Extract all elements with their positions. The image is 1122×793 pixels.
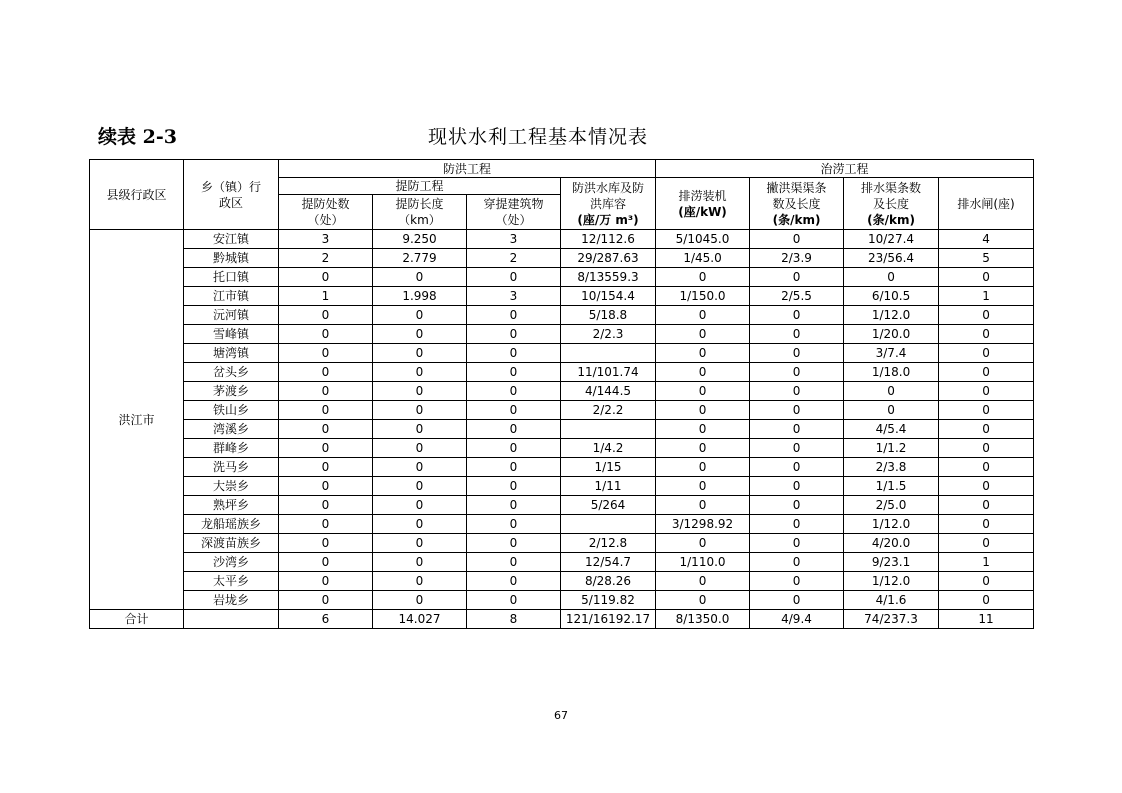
reservoir-cell: [561, 515, 656, 534]
dike-length-cell: 0: [373, 534, 467, 553]
dike-length-cell: 2.779: [373, 249, 467, 268]
table-title: 现状水利工程基本情况表: [428, 126, 649, 148]
drain-channel-cell: 3/7.4: [844, 344, 939, 363]
dike-count-cell: 0: [279, 344, 373, 363]
table-body: [90, 230, 1034, 629]
dike-length-cell: 0: [373, 306, 467, 325]
dike-count-cell: 0: [279, 458, 373, 477]
table-row: [90, 230, 1034, 249]
pump-cell: 5/1045.0: [656, 230, 750, 249]
crossing-cell: 0: [467, 268, 561, 287]
dike-count-cell: 0: [279, 306, 373, 325]
header-drain-channel-label: 排水渠条数及长度: [861, 180, 922, 211]
dike-length-cell: 0: [373, 515, 467, 534]
header-pump-unit: (座/kW): [678, 204, 727, 219]
pump-cell: 0: [656, 268, 750, 287]
dike-count-cell: 0: [279, 382, 373, 401]
dike-length-cell: 0: [373, 458, 467, 477]
sluice-cell: 0: [939, 382, 1034, 401]
pump-cell: 0: [656, 534, 750, 553]
header-reservoir: [561, 178, 656, 230]
total-dike-count-cell: 6: [279, 610, 373, 629]
table-number: 续表 2-3: [98, 126, 177, 148]
town-cell: 沅河镇: [184, 306, 279, 325]
pump-cell: 0: [656, 439, 750, 458]
town-cell: 雪峰镇: [184, 325, 279, 344]
crossing-cell: 0: [467, 477, 561, 496]
dike-count-cell: 0: [279, 420, 373, 439]
sluice-cell: 0: [939, 458, 1034, 477]
dike-count-cell: 0: [279, 515, 373, 534]
pump-cell: 0: [656, 591, 750, 610]
reservoir-cell: 1/11: [561, 477, 656, 496]
town-cell: 深渡苗族乡: [184, 534, 279, 553]
dike-length-cell: 0: [373, 344, 467, 363]
drain-channel-cell: 1/12.0: [844, 572, 939, 591]
header-drain-channel-unit: (条/km): [867, 212, 915, 227]
dike-count-cell: 0: [279, 477, 373, 496]
crossing-cell: 0: [467, 401, 561, 420]
flood-channel-cell: 0: [750, 306, 844, 325]
dike-length-cell: 0: [373, 591, 467, 610]
header-county: 县级行政区: [90, 160, 184, 230]
drain-channel-cell: 0: [844, 382, 939, 401]
total-crossing-cell: 8: [467, 610, 561, 629]
dike-length-cell: 0: [373, 401, 467, 420]
crossing-cell: 0: [467, 306, 561, 325]
dike-length-cell: 9.250: [373, 230, 467, 249]
flood-channel-cell: 0: [750, 477, 844, 496]
header-town: 乡（镇）行政区: [184, 160, 279, 230]
drain-channel-cell: 0: [844, 268, 939, 287]
header-reservoir-label: 防洪水库及防洪库容: [572, 180, 645, 211]
town-cell: 岔头乡: [184, 363, 279, 382]
pump-cell: 1/110.0: [656, 553, 750, 572]
town-cell: 沙湾乡: [184, 553, 279, 572]
flood-channel-cell: 0: [750, 363, 844, 382]
dike-length-cell: 0: [373, 439, 467, 458]
crossing-cell: 0: [467, 382, 561, 401]
drain-channel-cell: 0: [844, 401, 939, 420]
sluice-cell: 0: [939, 420, 1034, 439]
town-cell: 龙船瑶族乡: [184, 515, 279, 534]
table-row: [90, 477, 1034, 496]
pump-cell: 0: [656, 306, 750, 325]
crossing-cell: 3: [467, 230, 561, 249]
table-row: [90, 496, 1034, 515]
header-dike-count: 提防处数（处）: [279, 195, 373, 230]
dike-length-cell: 0: [373, 420, 467, 439]
total-pump-cell: 8/1350.0: [656, 610, 750, 629]
total-label-cell: 合计: [90, 610, 184, 629]
sluice-cell: 0: [939, 325, 1034, 344]
dike-count-cell: 0: [279, 325, 373, 344]
dike-length-cell: 0: [373, 363, 467, 382]
total-town-cell: [184, 610, 279, 629]
table-row: [90, 439, 1034, 458]
reservoir-cell: 5/264: [561, 496, 656, 515]
reservoir-cell: 2/2.3: [561, 325, 656, 344]
crossing-cell: 3: [467, 287, 561, 306]
table-row: [90, 572, 1034, 591]
header-pump-label: 排涝装机: [678, 188, 727, 203]
pump-cell: 0: [656, 572, 750, 591]
flood-channel-cell: 0: [750, 439, 844, 458]
table-row: [90, 363, 1034, 382]
flood-channel-cell: 0: [750, 268, 844, 287]
dike-count-cell: 0: [279, 534, 373, 553]
header-flood-channel: [750, 178, 844, 230]
header-pump: [656, 178, 750, 230]
table-row: [90, 382, 1034, 401]
drain-channel-cell: 9/23.1: [844, 553, 939, 572]
table-row: [90, 306, 1034, 325]
pump-cell: 0: [656, 344, 750, 363]
town-cell: 塘湾镇: [184, 344, 279, 363]
town-cell: 铁山乡: [184, 401, 279, 420]
flood-channel-cell: 0: [750, 515, 844, 534]
header-drain-channel: [844, 178, 939, 230]
dike-count-cell: 3: [279, 230, 373, 249]
drain-channel-cell: 4/20.0: [844, 534, 939, 553]
table-row: [90, 534, 1034, 553]
flood-channel-cell: 0: [750, 591, 844, 610]
table-row: [90, 591, 1034, 610]
town-cell: 群峰乡: [184, 439, 279, 458]
town-cell: 安江镇: [184, 230, 279, 249]
total-drain-channel-cell: 74/237.3: [844, 610, 939, 629]
sluice-cell: 0: [939, 496, 1034, 515]
flood-channel-cell: 0: [750, 344, 844, 363]
flood-channel-cell: 0: [750, 553, 844, 572]
reservoir-cell: 2/2.2: [561, 401, 656, 420]
header-flood-channel-unit: (条/km): [772, 212, 821, 227]
town-cell: 太平乡: [184, 572, 279, 591]
drain-channel-cell: 4/5.4: [844, 420, 939, 439]
dike-count-cell: 0: [279, 439, 373, 458]
sluice-cell: 0: [939, 477, 1034, 496]
flood-channel-cell: 2/3.9: [750, 249, 844, 268]
flood-channel-cell: 0: [750, 382, 844, 401]
flood-channel-cell: 0: [750, 401, 844, 420]
drain-channel-cell: 4/1.6: [844, 591, 939, 610]
crossing-cell: 0: [467, 572, 561, 591]
town-cell: 黔城镇: [184, 249, 279, 268]
reservoir-cell: 10/154.4: [561, 287, 656, 306]
table-row: [90, 553, 1034, 572]
pump-cell: 1/150.0: [656, 287, 750, 306]
drain-channel-cell: 1/1.2: [844, 439, 939, 458]
reservoir-cell: 8/13559.3: [561, 268, 656, 287]
sluice-cell: 0: [939, 515, 1034, 534]
town-cell: 湾溪乡: [184, 420, 279, 439]
reservoir-cell: 4/144.5: [561, 382, 656, 401]
sluice-cell: 0: [939, 439, 1034, 458]
sluice-cell: 0: [939, 363, 1034, 382]
reservoir-cell: 12/112.6: [561, 230, 656, 249]
pump-cell: 0: [656, 382, 750, 401]
dike-length-cell: 0: [373, 268, 467, 287]
dike-count-cell: 0: [279, 572, 373, 591]
reservoir-cell: 5/119.82: [561, 591, 656, 610]
total-dike-length-cell: 14.027: [373, 610, 467, 629]
header-flood-control: 防洪工程: [279, 160, 656, 178]
crossing-cell: 0: [467, 515, 561, 534]
drain-channel-cell: 1/12.0: [844, 515, 939, 534]
crossing-cell: 0: [467, 458, 561, 477]
pump-cell: 0: [656, 325, 750, 344]
dike-count-cell: 0: [279, 363, 373, 382]
sluice-cell: 1: [939, 553, 1034, 572]
dike-count-cell: 1: [279, 287, 373, 306]
pump-cell: 0: [656, 401, 750, 420]
header-flood-channel-label: 撇洪渠渠条数及长度: [766, 180, 827, 211]
reservoir-cell: 2/12.8: [561, 534, 656, 553]
county-cell: 洪江市: [90, 230, 184, 610]
crossing-cell: 0: [467, 439, 561, 458]
dike-length-cell: 0: [373, 382, 467, 401]
pump-cell: 0: [656, 420, 750, 439]
drain-channel-cell: 1/1.5: [844, 477, 939, 496]
reservoir-cell: 11/101.74: [561, 363, 656, 382]
reservoir-cell: 12/54.7: [561, 553, 656, 572]
reservoir-cell: 1/4.2: [561, 439, 656, 458]
reservoir-cell: 29/287.63: [561, 249, 656, 268]
header-sluice: 排水闸(座): [939, 178, 1034, 230]
reservoir-cell: 5/18.8: [561, 306, 656, 325]
town-cell: 洗马乡: [184, 458, 279, 477]
town-cell: 江市镇: [184, 287, 279, 306]
table-row: [90, 401, 1034, 420]
reservoir-cell: [561, 420, 656, 439]
flood-channel-cell: 2/5.5: [750, 287, 844, 306]
flood-channel-cell: 0: [750, 572, 844, 591]
sluice-cell: 0: [939, 591, 1034, 610]
crossing-cell: 0: [467, 325, 561, 344]
drain-channel-cell: 1/12.0: [844, 306, 939, 325]
header-dike-length: 提防长度（km）: [373, 195, 467, 230]
table-row: [90, 249, 1034, 268]
dike-length-cell: 1.998: [373, 287, 467, 306]
reservoir-cell: 8/28.26: [561, 572, 656, 591]
dike-length-cell: 0: [373, 477, 467, 496]
drain-channel-cell: 1/18.0: [844, 363, 939, 382]
table-row: [90, 268, 1034, 287]
dike-count-cell: 0: [279, 553, 373, 572]
drain-channel-cell: 1/20.0: [844, 325, 939, 344]
dike-count-cell: 2: [279, 249, 373, 268]
dike-length-cell: 0: [373, 496, 467, 515]
town-cell: 大崇乡: [184, 477, 279, 496]
total-row: [90, 610, 1034, 629]
dike-length-cell: 0: [373, 553, 467, 572]
total-sluice-cell: 11: [939, 610, 1034, 629]
dike-count-cell: 0: [279, 268, 373, 287]
crossing-cell: 2: [467, 249, 561, 268]
crossing-cell: 0: [467, 496, 561, 515]
flood-channel-cell: 0: [750, 534, 844, 553]
total-flood-channel-cell: 4/9.4: [750, 610, 844, 629]
sluice-cell: 0: [939, 572, 1034, 591]
drain-channel-cell: 2/3.8: [844, 458, 939, 477]
pump-cell: 0: [656, 477, 750, 496]
total-reservoir-cell: 121/16192.17: [561, 610, 656, 629]
crossing-cell: 0: [467, 553, 561, 572]
crossing-cell: 0: [467, 420, 561, 439]
water-works-table: [89, 159, 1034, 629]
crossing-cell: 0: [467, 363, 561, 382]
town-cell: 熟坪乡: [184, 496, 279, 515]
sluice-cell: 4: [939, 230, 1034, 249]
flood-channel-cell: 0: [750, 325, 844, 344]
table-row: [90, 287, 1034, 306]
flood-channel-cell: 0: [750, 420, 844, 439]
table-row: [90, 420, 1034, 439]
pump-cell: 0: [656, 363, 750, 382]
sluice-cell: 0: [939, 268, 1034, 287]
sluice-cell: 0: [939, 344, 1034, 363]
pump-cell: 0: [656, 458, 750, 477]
header-dike-crossing: 穿提建筑物（处）: [467, 195, 561, 230]
reservoir-cell: [561, 344, 656, 363]
page-number: 67: [554, 709, 568, 722]
dike-count-cell: 0: [279, 591, 373, 610]
header-reservoir-unit: (座/万 m³): [577, 212, 639, 227]
town-cell: 茅渡乡: [184, 382, 279, 401]
sluice-cell: 0: [939, 401, 1034, 420]
dike-length-cell: 0: [373, 572, 467, 591]
crossing-cell: 0: [467, 534, 561, 553]
table-row: [90, 458, 1034, 477]
pump-cell: 0: [656, 496, 750, 515]
pump-cell: 1/45.0: [656, 249, 750, 268]
dike-length-cell: 0: [373, 325, 467, 344]
reservoir-cell: 1/15: [561, 458, 656, 477]
sluice-cell: 0: [939, 306, 1034, 325]
drain-channel-cell: 6/10.5: [844, 287, 939, 306]
header-dike-works: 提防工程: [279, 178, 561, 195]
table-row: [90, 344, 1034, 363]
flood-channel-cell: 0: [750, 230, 844, 249]
table-row: [90, 515, 1034, 534]
town-cell: 岩垅乡: [184, 591, 279, 610]
town-cell: 托口镇: [184, 268, 279, 287]
header-drainage: 治涝工程: [656, 160, 1034, 178]
sluice-cell: 5: [939, 249, 1034, 268]
crossing-cell: 0: [467, 591, 561, 610]
dike-count-cell: 0: [279, 401, 373, 420]
pump-cell: 3/1298.92: [656, 515, 750, 534]
sluice-cell: 0: [939, 534, 1034, 553]
flood-channel-cell: 0: [750, 496, 844, 515]
sluice-cell: 1: [939, 287, 1034, 306]
flood-channel-cell: 0: [750, 458, 844, 477]
drain-channel-cell: 10/27.4: [844, 230, 939, 249]
table-row: [90, 325, 1034, 344]
dike-count-cell: 0: [279, 496, 373, 515]
drain-channel-cell: 2/5.0: [844, 496, 939, 515]
drain-channel-cell: 23/56.4: [844, 249, 939, 268]
crossing-cell: 0: [467, 344, 561, 363]
page-title: [98, 122, 958, 152]
